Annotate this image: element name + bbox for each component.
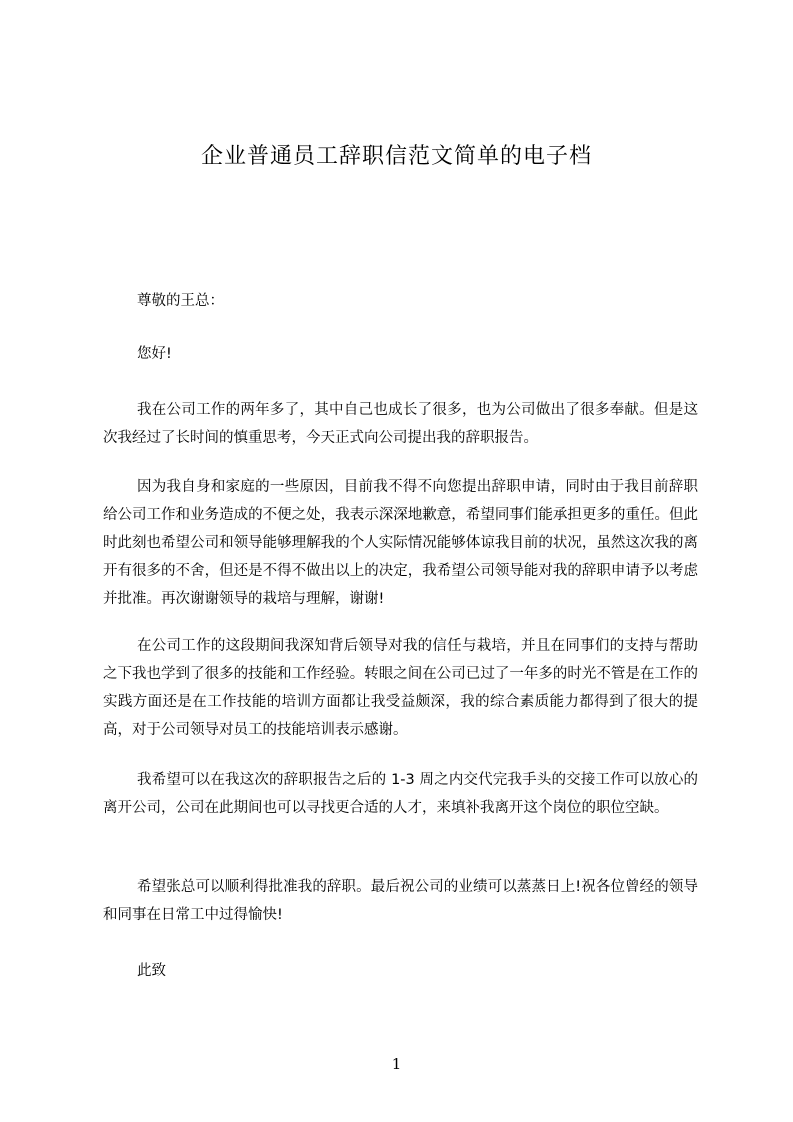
paragraph-3: 在公司工作的这段期间我深知背后领导对我的信任与栽培，并且在同事们的支持与帮助之下我也学到了很多的技能和工作经验。转眼之间在公司已过了一年多的时光不管是在工作的实践方面还是在工作技能的培训方面都让我受益颇深，我的综合素质能力都得到了很大的提高，对于公司领导对员工的技能培训表示感谢。 [103, 638, 698, 738]
closing: 此致 [137, 963, 166, 979]
paragraph-1: 我在公司工作的两年多了，其中自己也成长了很多，也为公司做出了很多奉献。但是这次我经过了长时间的慎重思考，今天正式向公司提出我的辞职报告。 [103, 402, 698, 446]
page-number: 1 [391, 1055, 402, 1073]
document-title: 企业普通员工辞职信范文简单的电子档 [200, 144, 592, 169]
paragraph-4: 我希望可以在我这次的辞职报告之后的 1-3 周之内交代完我手头的交接工作可以放心的离开公司，公司在此期间也可以寻找更合适的人才，来填补我离开这个岗位的职位空缺。 [103, 772, 698, 816]
paragraph-5: 希望张总可以顺利得批准我的辞职。最后祝公司的业绩可以蒸蒸日上!祝各位曾经的领导和同事在日常工中过得愉快! [103, 879, 698, 923]
salutation: 尊敬的王总： [137, 293, 224, 309]
paragraph-2: 因为我自身和家庭的一些原因，目前我不得不向您提出辞职申请，同时由于我目前辞职给公司工作和业务造成的不便之处，我表示深深地歉意，希望同事们能承担更多的重任。但此时此刻也希望公司和领导能够理解我的个人实际情况能够体谅我目前的状况，虽然这次我的离开有很多的不舍，但还是不得不做出以上的决定，我希望公司领导能对我的辞职申请予以考虑并批准。再次谢谢领导的栽培与理解，谢谢! [103, 479, 698, 607]
greeting: 您好! [137, 346, 172, 362]
